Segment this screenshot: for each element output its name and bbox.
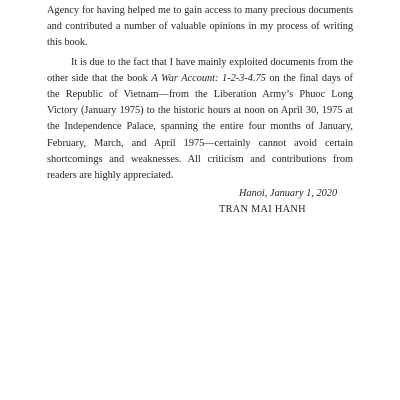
paragraph-2-after-title: on the final days of the Republic of Vietnam—from the Liberation Army’s Phuoc Long Victory (January 1975) to the historic hours at noon on April 30, 1975 at the Independence Palace, spanning the entire four months of January, February, March, and April 1975—certainly cannot avoid certain shortcomings and weaknesses. All criticism and contributions from readers are highly appreciated. bbox=[47, 72, 353, 182]
paragraph-1-text: Agency for having helped me to gain access to many precious documents and contributed a number of valuable opinions in my process of writing this book. bbox=[47, 5, 353, 49]
author-name: TRAN MAI HANH bbox=[219, 204, 306, 216]
body-text bbox=[47, 3, 353, 184]
signature-block bbox=[219, 186, 353, 218]
paragraph-acknowledgement-end bbox=[47, 3, 353, 52]
paragraph-2-before-title: It is due to the fact that I have mainly exploited documents from the other side that the book bbox=[47, 56, 353, 84]
book-title: A War Account: 1-2-3-4.75 bbox=[151, 72, 266, 84]
place-and-date: Hanoi, January 1, 2020 bbox=[239, 188, 338, 199]
paragraph-shortcomings bbox=[47, 55, 353, 185]
